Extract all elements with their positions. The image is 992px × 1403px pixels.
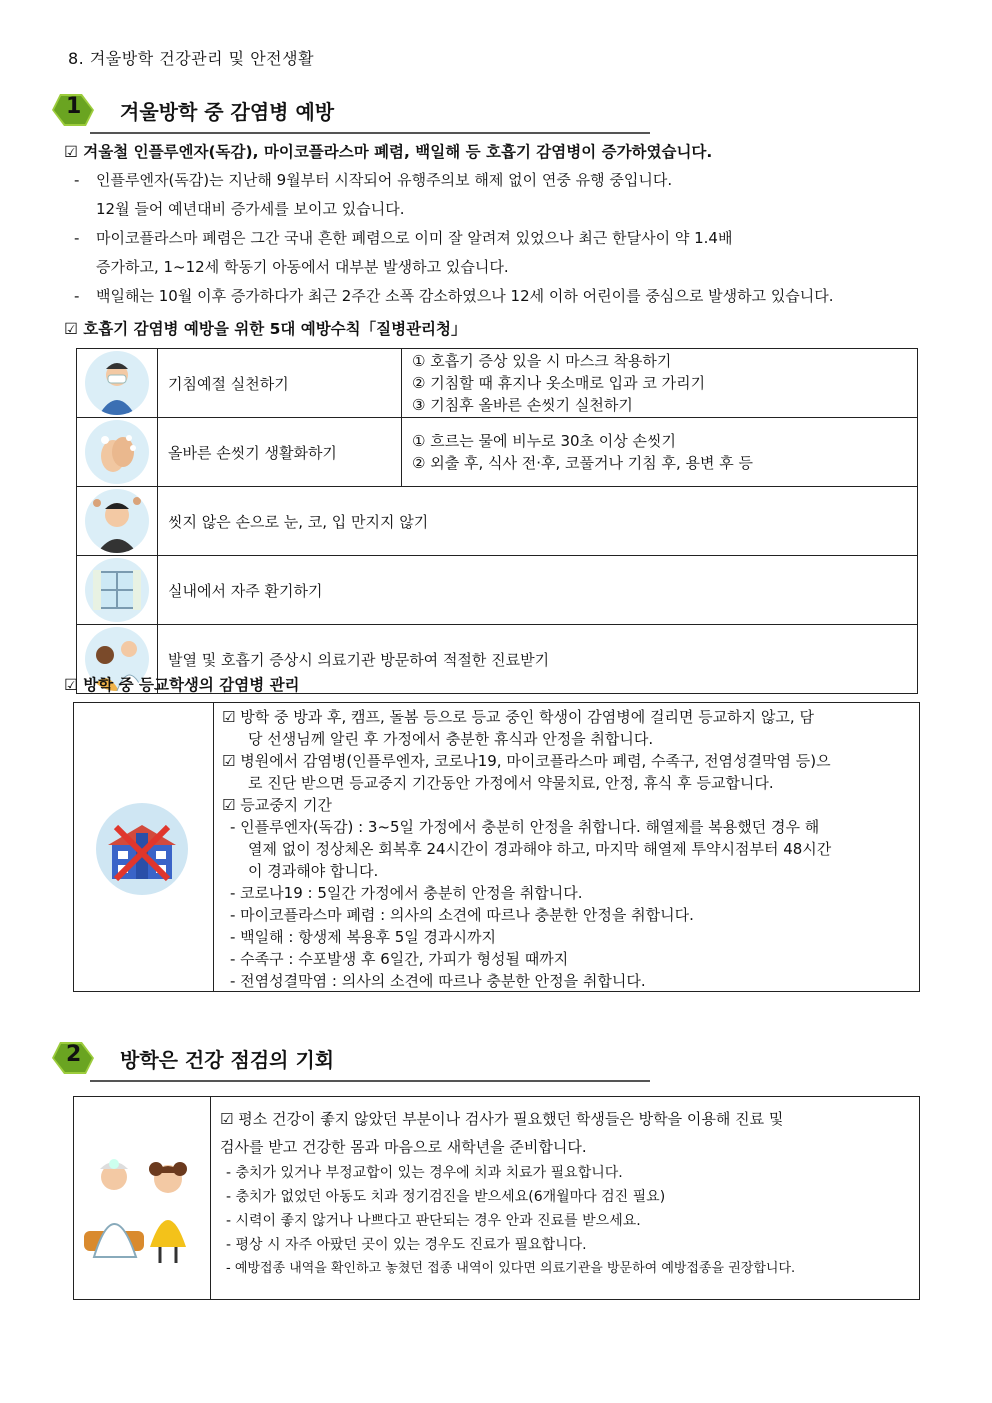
checkup-box — [73, 1096, 920, 1300]
section2-header — [50, 1038, 650, 1082]
list-item: - 시력이 좋지 않거나 나쁘다고 판단되는 경우 안과 진료를 받으세요. — [226, 1213, 641, 1229]
section2-number: 2 — [66, 1042, 82, 1067]
list-item: - 코로나19 : 5일간 가정에서 충분히 안정을 취합니다. — [230, 884, 583, 902]
rule-label: 씻지 않은 손으로 눈, 코, 입 만지지 않기 — [158, 487, 918, 556]
section1-header — [50, 90, 650, 134]
table-row — [77, 556, 918, 625]
management-heading: ☑ 방학 중 등교학생의 감염병 관리 — [64, 676, 300, 694]
rule-label: 발열 및 호흡기 증상시 의료기관 방문하여 적절한 진료받기 — [158, 625, 918, 694]
rule-label: 실내에서 자주 환기하기 — [158, 556, 918, 625]
section1-number: 1 — [66, 94, 82, 119]
list-item: - 마이코플라스마 폐렴 : 의사의 소견에 따르나 충분한 안정을 취합니다. — [230, 906, 694, 924]
rules-heading: ☑ 호흡기 감염병 예방을 위한 5대 예방수칙「질병관리청」 — [64, 320, 467, 338]
section2-title: 방학은 건강 점검의 기회 — [120, 1048, 335, 1072]
section1-divider — [90, 132, 650, 134]
page-title: 8. 겨울방학 건강관리 및 안전생활 — [68, 49, 315, 68]
list-item: - 예방접종 내역을 확인하고 놓쳤던 접종 내역이 있다면 의료기관을 방문하여 예방접종을 권장합니다. — [226, 1261, 796, 1276]
list-item: - 충치가 있거나 부정교합이 있는 경우에 치과 치료가 필요합니다. — [226, 1165, 623, 1181]
table-row — [77, 349, 918, 418]
list-item: - 평상 시 자주 아팠던 곳이 있는 경우도 진료가 필요합니다. — [226, 1237, 587, 1253]
paragraph-line: 증가하고, 1~12세 학동기 아동에서 대부분 발생하고 있습니다. — [96, 258, 509, 276]
paragraph-line: - 인플루엔자(독감)는 지난해 9월부터 시작되어 유행주의보 해제 없이 연중 유행 중입니다. — [74, 171, 673, 189]
face-touch-icon — [85, 489, 149, 553]
prevention-rules-table — [76, 348, 918, 694]
rule-label: 올바른 손씻기 생활화하기 — [158, 418, 402, 487]
rule-label: 기침예절 실천하기 — [158, 349, 402, 418]
table-row — [77, 418, 918, 487]
mask-person-icon — [85, 351, 149, 415]
section1-title: 겨울방학 중 감염병 예방 — [120, 100, 335, 124]
section2-divider — [90, 1080, 650, 1082]
management-box — [73, 702, 920, 992]
checkup-text: ☑ 평소 건강이 좋지 않았던 부분이나 검사가 필요했던 학생들은 방학을 이용해 진료 및 검사를 받고 건강한 몸과 마음으로 새학년을 준비합니다. - 충치가 있거나 부정교합이 있는 경우에 치과 치료가 필요합니다. - 충치가 없었던 아동도 치과 정기검진을 받으세요(6개월마다 검진 필요) - 시력이 좋지 않거나 나쁘다고 판단되는 경우 안과 진료를 받으세요. - 평상 시 자주 아팠던 곳이 있는 경우도 진료가 필요합니다. - 예방접종 내역을 확인하고 놓쳤던 접종 내역이 있다면 의료기관을 방문하여 예방접종을 권장합니다. — [220, 1105, 912, 1281]
window-icon — [85, 558, 149, 622]
list-item: - 충치가 없었던 아동도 치과 정기검진을 받으세요(6개월마다 검진 필요) — [226, 1189, 666, 1205]
management-text: ☑ 방학 중 방과 후, 캠프, 돌봄 등으로 등교 중인 학생이 감염병에 걸리면 등교하지 않고, 담 당 선생님께 알린 후 가정에서 충분한 휴식과 안정을 취합니다. ☑ 병원에서 감염병(인플루엔자, 코로나19, 마이코플라스마 폐렴, 수족구, 전염성결막염 등)으 로 진단 받으면 등교중지 기간동안 가정에서 약물치료, 안정, 휴식 후 등교합니다. ☑ 등교중지 기간 - 인플루엔자(독감) : 3~5일 가정에서 충분히 안정을 취합니다. 해열제를 복용했던 경우 해 열제 없이 정상체온 회복후 24시간이 경과해야 하고, 마지막 해열제 투약시점부터 48시간 이 경과해야 합니다. - 코로나19 : 5일간 가정에서 충분히 안정을 취합니다. - 마이코플라스마 폐렴 : 의사의 소견에 따르나 충분한 안정을 취합니다. - 백일해 : 항생제 복용후 5일 경과시까지 - 수족구 : 수포발생 후 6일간, 가피가 형성될 때까지 - 전염성결막염 : 의사의 소견에 따르나 충분한 안정을 취합니다. — [222, 706, 912, 992]
handwashing-icon — [85, 420, 149, 484]
rule-details: ① 호흡기 증상 있을 시 마스크 착용하기 ② 기침할 때 휴지나 옷소매로 입과 코 가리기 ③ 기침후 올바른 손씻기 실천하기 — [402, 349, 918, 418]
paragraph-line: 12월 들어 예년대비 증가세를 보이고 있습니다. — [96, 200, 405, 218]
list-item: - 전염성결막염 : 의사의 소견에 따르나 충분한 안정을 취합니다. — [230, 972, 646, 990]
paragraph-line: - 백일해는 10월 이후 증가하다가 최근 2주간 소폭 감소하였으나 12세 이하 어린이를 중심으로 발생하고 있습니다. — [74, 287, 834, 305]
paragraph-block — [74, 166, 834, 311]
table-row — [77, 487, 918, 556]
dentist-checkup-icon — [76, 1147, 206, 1267]
list-item: - 수족구 : 수포발생 후 6일간, 가피가 형성될 때까지 — [230, 950, 569, 968]
school-closed-icon — [96, 803, 188, 895]
section1-headline: ☑ 겨울철 인플루엔자(독감), 마이코플라스마 폐렴, 백일해 등 호흡기 감염병이 증가하였습니다. — [64, 143, 713, 161]
rule-details: ① 흐르는 물에 비누로 30초 이상 손씻기 ② 외출 후, 식사 전·후, 코풀거나 기침 후, 용변 후 등 — [402, 418, 918, 487]
paragraph-line: - 마이코플라스마 폐렴은 그간 국내 흔한 폐렴으로 이미 잘 알려져 있었으나 최근 한달사이 약 1.4배 — [74, 229, 733, 247]
list-item: - 백일해 : 항생제 복용후 5일 경과시까지 — [230, 928, 496, 946]
